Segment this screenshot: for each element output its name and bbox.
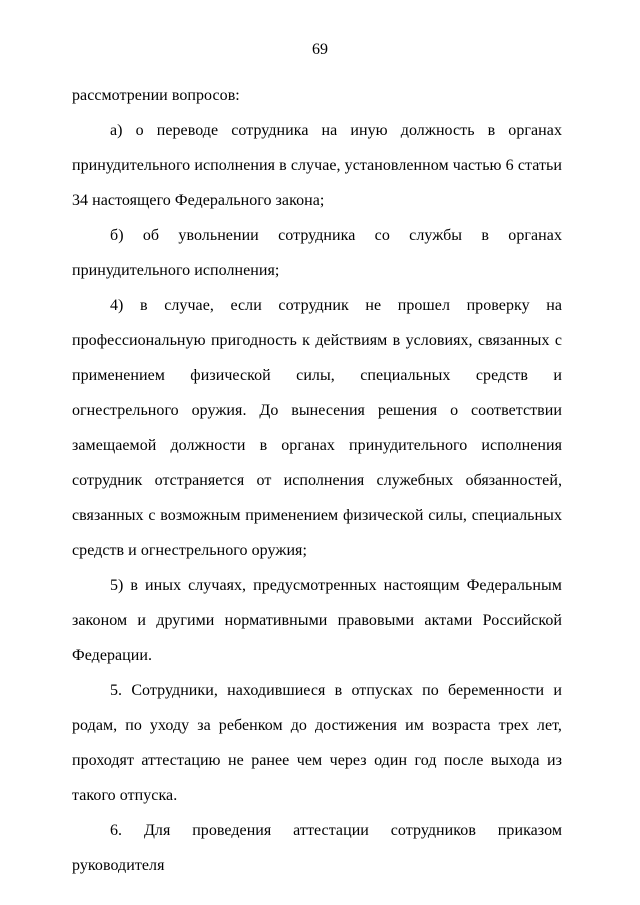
paragraph-section-6: 6. Для проведения аттестации сотрудников приказом руководителя <box>72 822 562 874</box>
paragraph-item-a: а) о переводе сотрудника на иную должность в органах принудительного исполнения в случае, установленном частью 6 статьи 34 настоящего Федерального закона; <box>72 122 562 209</box>
document-body <box>72 78 562 883</box>
page-number: 69 <box>312 41 328 58</box>
paragraph-section-5: 5. Сотрудники, находившиеся в отпусках по беременности и родам, по уходу за ребенком до достижения им возраста трех лет, проходят аттестацию не ранее чем через один год после выхода из такого отпуска. <box>72 682 562 804</box>
paragraph-intro: рассмотрении вопросов: <box>72 87 240 104</box>
paragraph-item-5: 5) в иных случаях, предусмотренных настоящим Федеральным законом и другими нормативными правовыми актами Российской Федерации. <box>72 577 562 664</box>
paragraph-item-4: 4) в случае, если сотрудник не прошел проверку на профессиональную пригодность к действиям в условиях, связанных с применением физической силы, специальных средств и огнестрельного оружия. До вынесения решения о соответствии замещаемой должности в органах принудительного исполнения сотрудник отстраняется от исполнения служебных обязанностей, связанных с возможным применением физической силы, специальных средств и огнестрельного оружия; <box>72 297 562 559</box>
paragraph-item-b: б) об увольнении сотрудника со службы в органах принудительного исполнения; <box>72 227 562 279</box>
